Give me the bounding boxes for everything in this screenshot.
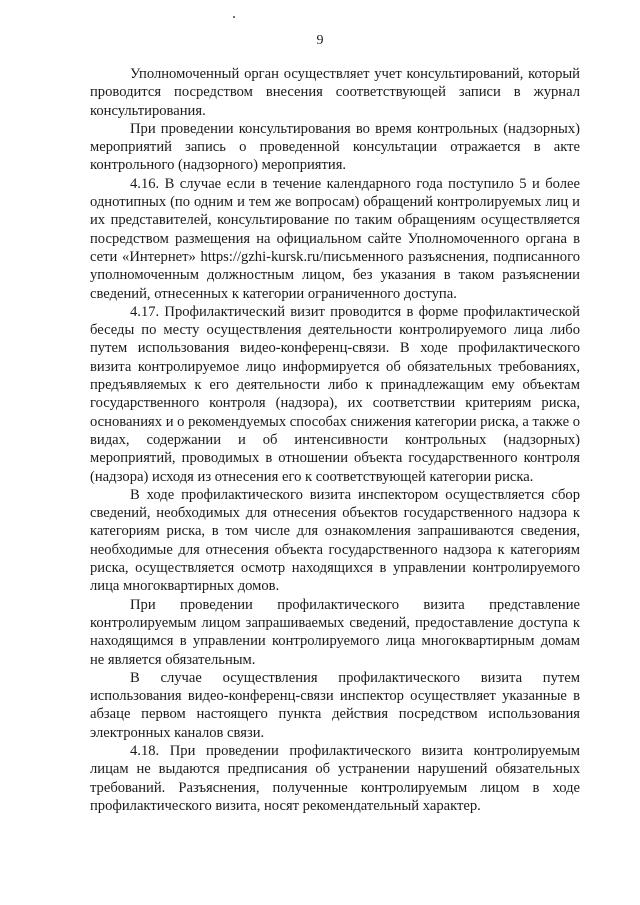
paragraph-visit-data-collection: В ходе профилактического визита инспектором осуществляется сбор сведений, необходимых для отнесения объектов государственного надзора к категориям риска, в том числе для ознакомления запрашиваются сведения, необходимые для отнесения объекта государственного надзора к категориям риска, осуществляется осмотр находящихся в управлении контролируемого лица многоквартирных домов. xyxy=(90,486,580,595)
paragraph-4-17: 4.17. Профилактический визит проводится в форме профилактической беседы по месту осуществления деятельности контролируемого лица либо путем использования видео-конференц-связи. В ходе профилактического визита контролируемое лицо информируется об обязательных требованиях, предъявляемых к его деятельности либо к принадлежащим ему объектам государственного контроля (надзора), их соответствии критериям риска, основаниях и о рекомендуемых способах снижения категории риска, а также о видах, содержании и об интенсивности контрольных (надзорных) мероприятий, проводимых в отношении объекта государственного контроля (надзора) исходя из отнесения его к соответствующей категории риска. xyxy=(90,303,580,485)
paragraph-consultation-record: Уполномоченный орган осуществляет учет консультирований, который проводится посредством внесения соответствующей записи в журнал консультирования. xyxy=(90,66,580,119)
paragraph-visit-not-mandatory: При проведении профилактического визита представление контролируемым лицом запрашиваемых сведений, предоставление доступа к находящимся в управлении контролируемого лица многоквартирным домам не является обязательным. xyxy=(90,596,580,668)
document-body xyxy=(90,65,580,815)
paragraph-consultation-during-control: При проведении консультирования во время контрольных (надзорных) мероприятий запись о проведенной консультации отражается в акте контрольного (надзорного) мероприятия. xyxy=(90,120,580,174)
paragraph-video-conference: В случае осуществления профилактического визита путем использования видео-конференц-связи инспектор осуществляет указанные в абзаце первом настоящего пункта действия посредством использования электронных каналов связи. xyxy=(90,669,580,741)
scan-speck xyxy=(233,16,235,18)
paragraph-4-18: 4.18. При проведении профилактического визита контролируемым лицам не выдаются предписания об устранении нарушений обязательных требований. Разъяснения, полученные контролируемым лицом в ходе профилактического визита, носят рекомендательный характер. xyxy=(90,742,580,814)
paragraph-4-16: 4.16. В случае если в течение календарного года поступило 5 и более однотипных (по одним и тем же вопросам) обращений контролируемых лиц и их представителей, консультирование по таким обращениям осуществляется посредством размещения на официальном сайте Уполномоченного органа в сети «Интернет» https://gzhi-kursk.ru/письменного разъяснения, подписанного уполномоченным должностным лицом, без указания в таком разъяснении сведений, отнесенных к категории ограниченного доступа. xyxy=(90,175,580,302)
page-number: 9 xyxy=(316,33,324,48)
